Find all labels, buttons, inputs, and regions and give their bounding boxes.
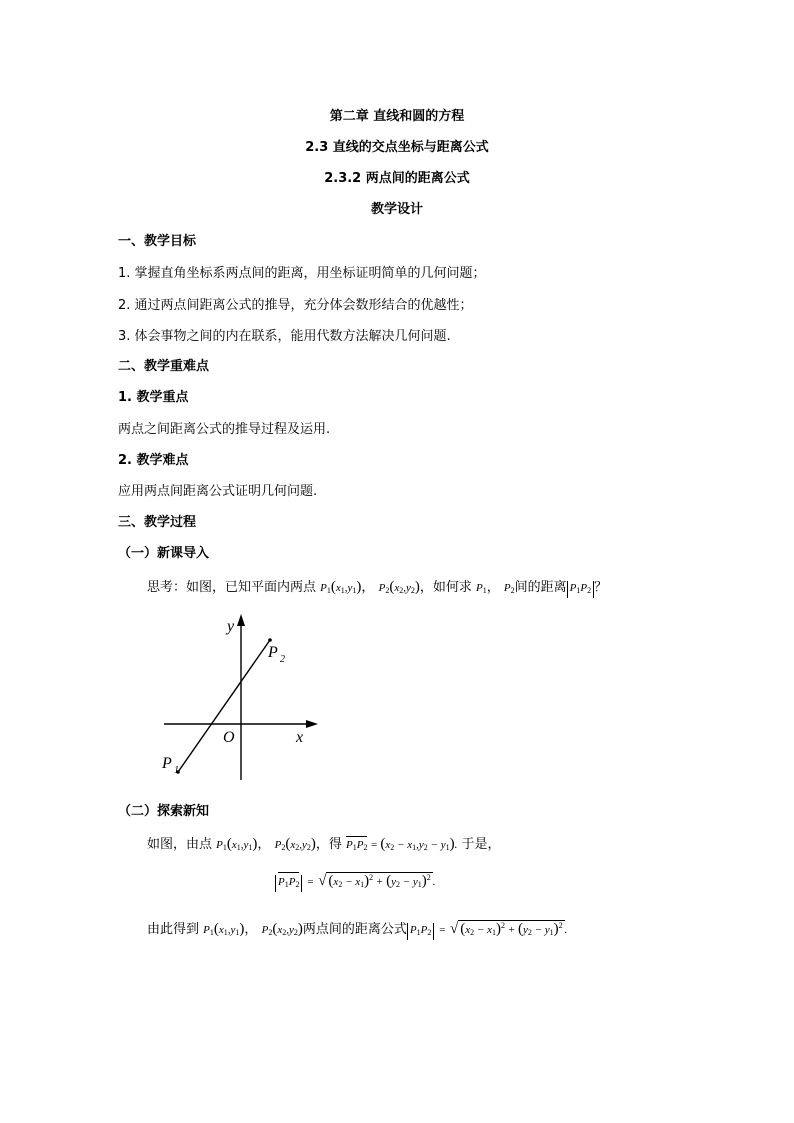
y-axis-arrow bbox=[237, 614, 245, 626]
think-mid: ，如何求 bbox=[419, 580, 472, 595]
explore-line: 如图，由点 $P_1(x_1,y_1)$， $P_2(x_2,y_2)$，得 $P_1P_2 = (x_2 - x_1,y_2 - y_1)$. 于是， bbox=[147, 836, 501, 852]
distance-formula: √ $(x_2 - x_1)^2 + (y_2 - y_1)^2$ . bbox=[450, 921, 568, 937]
think-end: ？ bbox=[594, 580, 608, 595]
point-p1: $P_1(x_1,y_1)$ bbox=[320, 579, 362, 595]
part1-title: （一）新课导入 bbox=[118, 546, 210, 561]
focus-title: 1. 教学重点 bbox=[118, 390, 189, 405]
label-p2: $P_2$ bbox=[503, 582, 515, 595]
point-p2: $P_2(x_2,y_2)$ bbox=[274, 836, 316, 852]
goal-item: 3. 体会事物之间的内在联系，能用代数方法解决几何问题. bbox=[118, 329, 451, 344]
point-p2-dot bbox=[268, 638, 272, 642]
explore-get: ，得 bbox=[315, 837, 342, 852]
subsection-heading: 2.3.2 两点间的距离公式 bbox=[324, 171, 470, 186]
distance-abs: $P_1P_2$ bbox=[567, 581, 594, 598]
goal-item: 2. 通过两点间距离公式的推导，充分体会数形结合的优越性； bbox=[118, 298, 473, 313]
sqrt-expression: √ $(x_2 - x_1)^2 + (y_2 - y_1)^2$ . bbox=[318, 873, 436, 889]
vector-magnitude: $P_1P_2$ bbox=[275, 875, 302, 892]
explore-prefix: 如图，由点 bbox=[147, 837, 213, 852]
p1-label: P bbox=[162, 755, 172, 772]
goal-item: 1. 掌握直角坐标系两点间的距离，用坐标证明简单的几何问题； bbox=[118, 266, 486, 281]
point-p2: $P_2(x_2,y_2)$ bbox=[378, 579, 420, 595]
process-title: 三、教学过程 bbox=[118, 515, 197, 530]
focus-text: 两点之间距离公式的推导过程及运用. bbox=[118, 422, 331, 437]
section-heading: 2.3 直线的交点坐标与距离公式 bbox=[305, 140, 489, 155]
part2-title: （二）探索新知 bbox=[118, 804, 210, 819]
x-label: x bbox=[296, 729, 304, 746]
p1-sub: 1 bbox=[174, 765, 179, 776]
conclusion-line: 由此得到 $P_1(x_1,y_1)$， $P_2(x_2,y_2)$两点间的距离公式 $P_1P_2$ = √ $(x_2 - x_1)^2 + (y_2 - y_1)^2$ . bbox=[147, 918, 567, 940]
origin-label: O bbox=[223, 729, 235, 746]
point-p2: $P_2(x_2,y_2)$ bbox=[261, 921, 303, 937]
coordinate-figure bbox=[150, 610, 330, 785]
key-points-title: 二、教学重难点 bbox=[118, 359, 210, 374]
explore-then: 于是， bbox=[461, 837, 501, 852]
difficulty-text: 应用两点间距离公式证明几何问题. bbox=[118, 484, 318, 499]
p2-label: P bbox=[268, 644, 278, 661]
conclude-prefix: 由此得到 bbox=[147, 922, 200, 937]
think-between: 间的距离 bbox=[514, 580, 567, 595]
think-prefix: 思考：如图，已知平面内两点 bbox=[147, 580, 317, 595]
segment-p1p2 bbox=[178, 640, 270, 772]
point-p1: $P_1(x_1,y_1)$ bbox=[203, 921, 245, 937]
y-label: y bbox=[227, 618, 235, 635]
difficulty-title: 2. 教学难点 bbox=[118, 453, 189, 468]
think-question: 思考：如图，已知平面内两点 $P_1(x_1,y_1)$， $P_2(x_2,y_2)$，如何求 $P_1$， $P_2$间的距离 $P_1P_2$ ？ bbox=[147, 576, 607, 598]
vector-magnitude-formula: $P_1P_2$ = √ $(x_2 - x_1)^2 + (y_2 - y_1)^2$ . bbox=[275, 872, 436, 892]
design-heading: 教学设计 bbox=[370, 202, 423, 217]
label-p1: $P_1$ bbox=[476, 582, 487, 595]
point-p1: $P_1(x_1,y_1)$ bbox=[216, 836, 258, 852]
p2-sub: 2 bbox=[280, 654, 285, 665]
distance-abs: $P_1P_2$ bbox=[407, 923, 434, 940]
chapter-heading: 第二章 直线和圆的方程 bbox=[329, 109, 465, 124]
goals-title: 一、教学目标 bbox=[118, 234, 197, 249]
x-axis-arrow bbox=[306, 720, 318, 728]
vector-equation: $P_1P_2 = (x_2 - x_1,y_2 - y_1)$. bbox=[346, 836, 458, 852]
conclude-mid: 两点间的距离公式 bbox=[302, 922, 407, 937]
